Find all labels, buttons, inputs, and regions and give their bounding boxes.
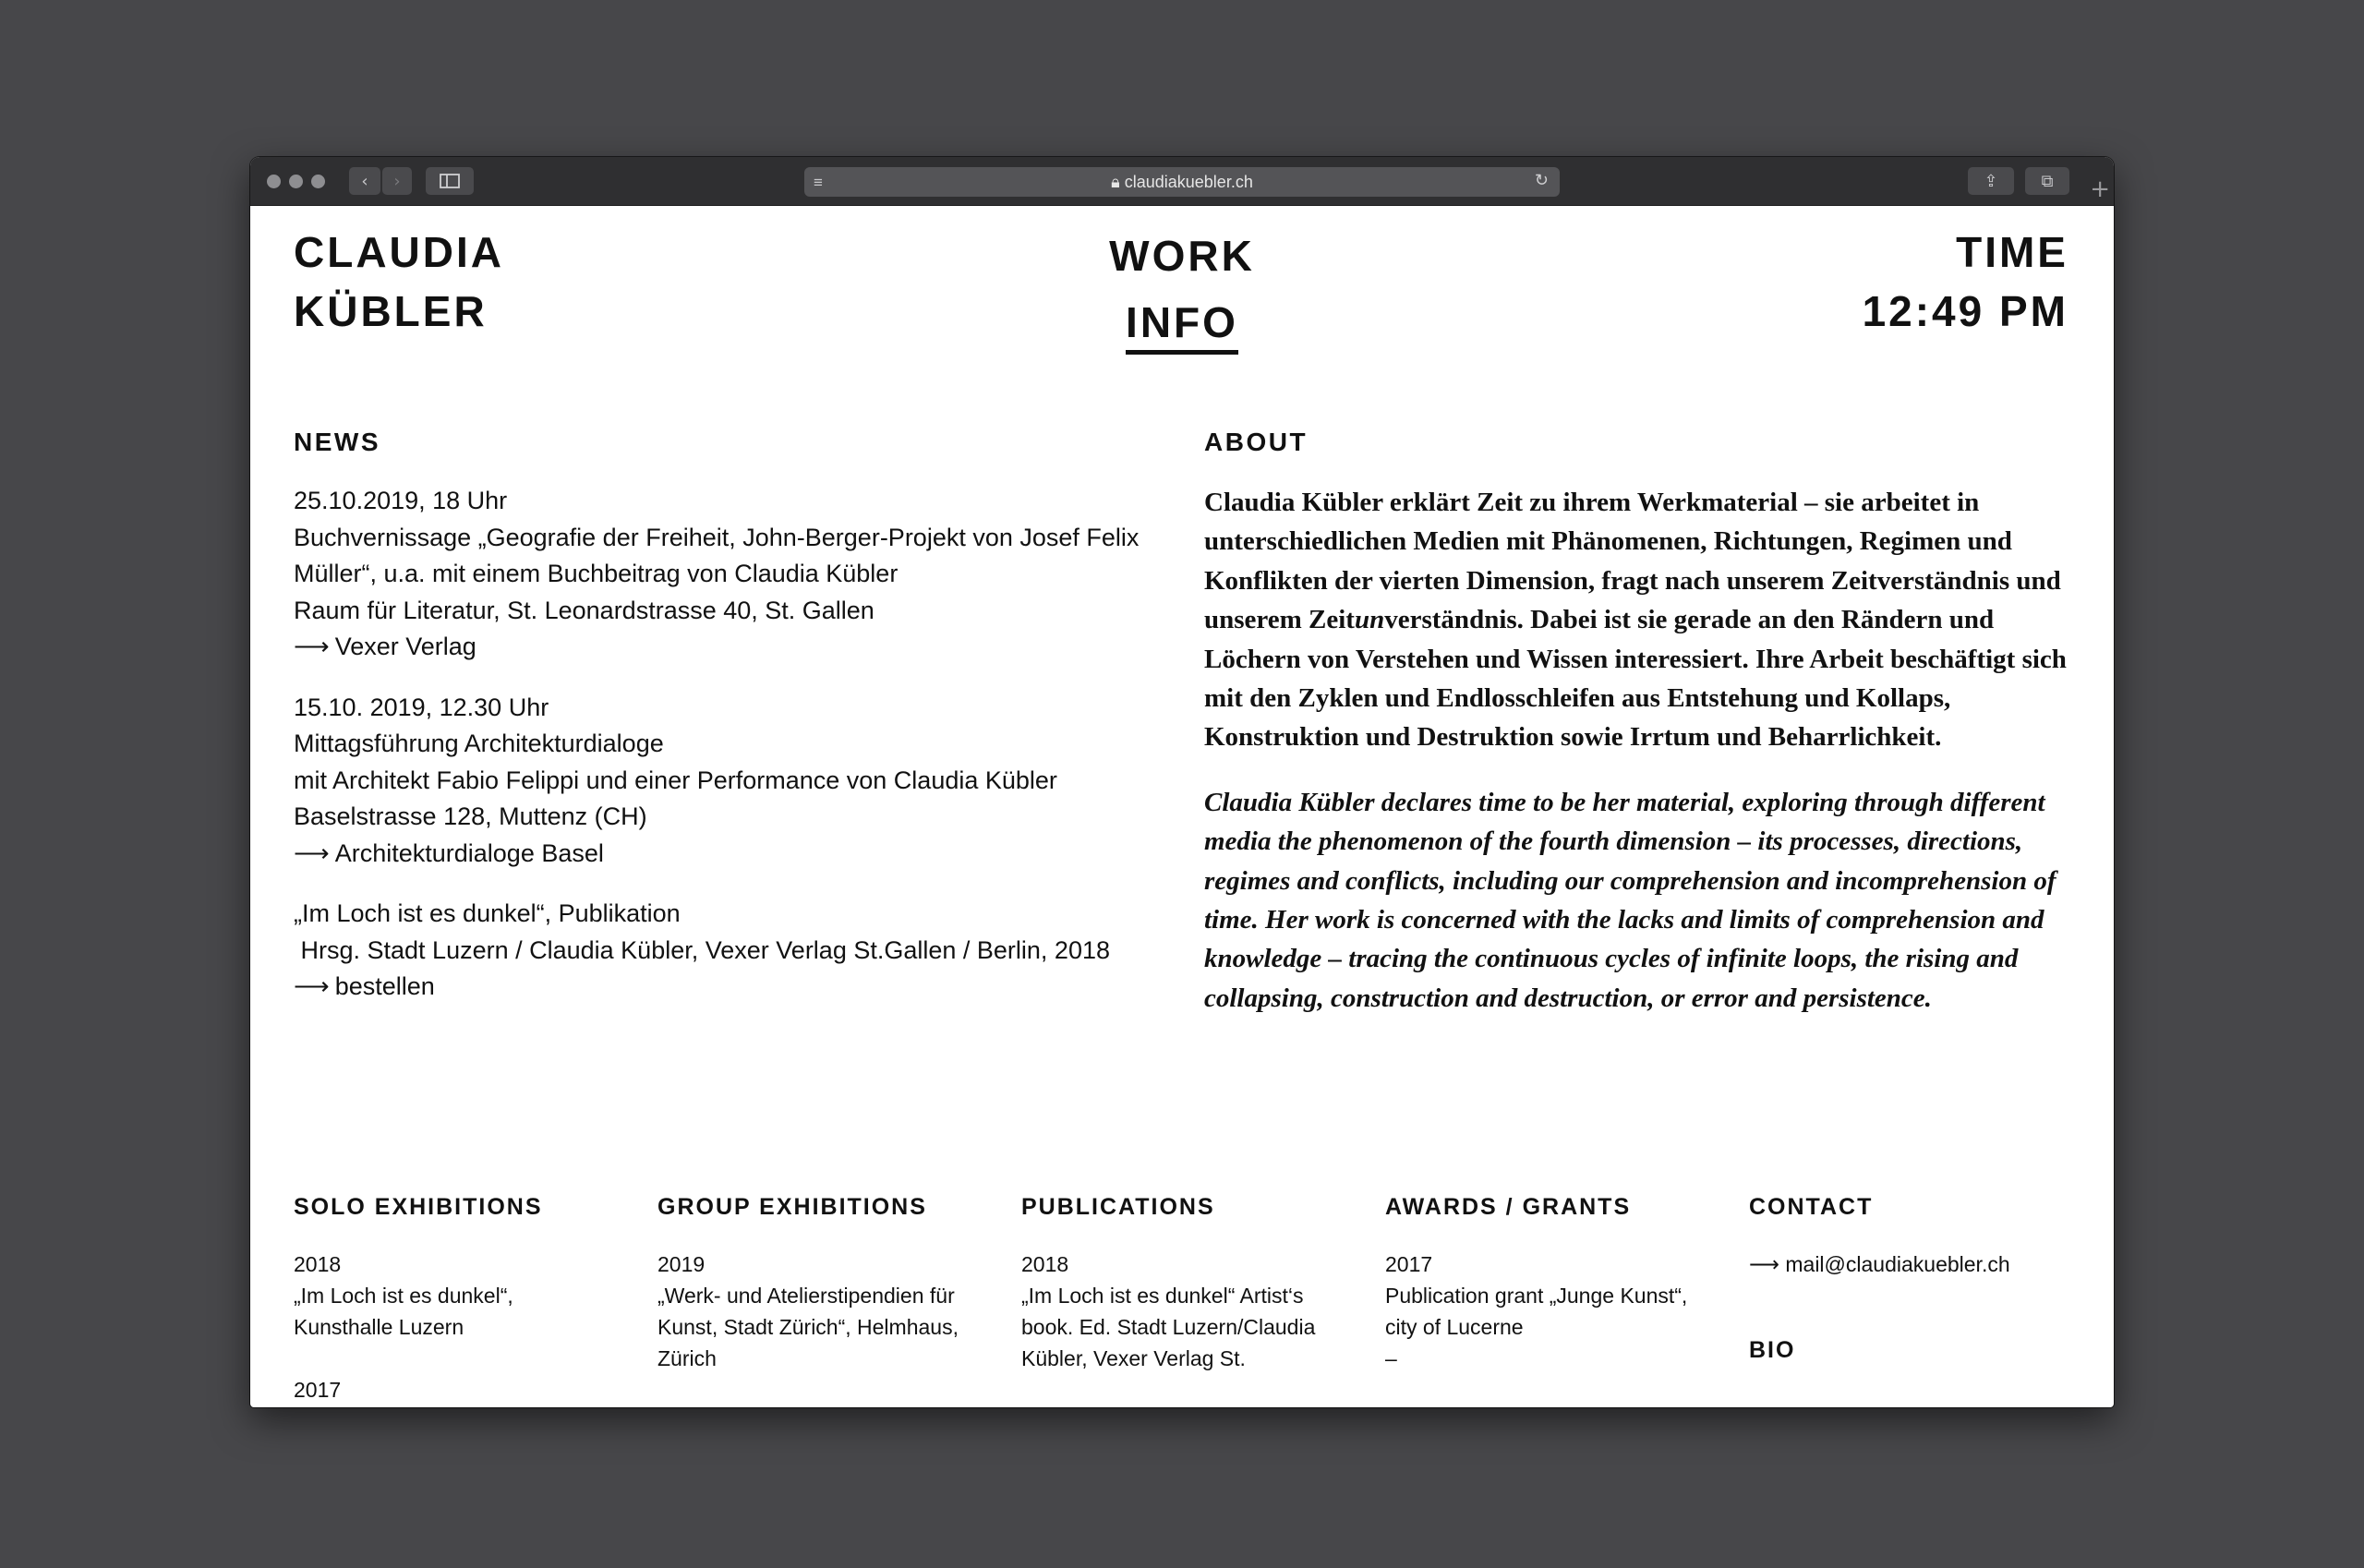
contact-title: CONTACT — [1749, 1194, 1874, 1220]
group-exhibitions-column — [657, 1194, 990, 1374]
time-label: TIME — [1956, 228, 2068, 276]
arrow-right-icon: ⟶ — [294, 633, 330, 660]
news-date: 15.10. 2019, 12.30 Uhr — [294, 693, 549, 721]
news-text: „Im Loch ist es dunkel“, Publikation — [294, 899, 681, 927]
back-button[interactable]: ‹ — [349, 167, 380, 195]
awards-title: AWARDS / GRANTS — [1385, 1194, 1632, 1220]
year: 2017 — [1385, 1252, 1433, 1276]
list-item — [657, 1248, 990, 1374]
about-section — [1204, 428, 2077, 1018]
arrow-right-icon: ⟶ — [294, 838, 330, 867]
news-text: Hrsg. Stadt Luzern / Claudia Kübler, Vexer Verlag St.Gallen / Berlin, 2018 — [294, 935, 1110, 964]
year: 2018 — [1021, 1252, 1069, 1276]
url-value: claudiakuebler.ch — [1124, 173, 1253, 191]
list-item — [1385, 1248, 1718, 1374]
separator: – — [1385, 1346, 1397, 1370]
footer-columns — [294, 1194, 2099, 1407]
logo-line-2: KÜBLER — [294, 287, 488, 335]
tabs-button[interactable]: ⧉ — [2025, 167, 2069, 195]
news-text: Buchvernissage „Geografie der Freiheit, John-Berger-Projekt von Josef Felix — [294, 523, 1140, 551]
year: 2017 — [294, 1378, 342, 1402]
new-tab-icon[interactable]: + — [2090, 175, 2110, 203]
news-link-label[interactable]: bestellen — [334, 972, 435, 1000]
about-de-part-1: Claudia Kübler erklärt Zeit zu ihrem Werkmaterial – sie arbeitet in unterschiedlichen Medien mit Phänomenen, Richtungen, Regimen und Konflikten der vierten Dimension, fragt nach unserem Zeitverständnis und unserem Zeit — [1204, 488, 2061, 635]
news-section — [294, 428, 1171, 1030]
news-text: Müller“, u.a. mit einem Buchbeitrag von Claudia Kübler — [294, 560, 899, 587]
email-label[interactable]: mail@claudiakuebler.ch — [1785, 1252, 2010, 1276]
awards-column — [1385, 1194, 1718, 1374]
email-link[interactable] — [1749, 1248, 2081, 1280]
entry-text: „Im Loch ist es dunkel“, — [294, 1284, 513, 1308]
contact-column — [1749, 1194, 2081, 1364]
news-item — [294, 483, 1171, 666]
about-de-emphasis: un — [1354, 605, 1385, 635]
news-text: Baselstrasse 128, Muttenz (CH) — [294, 802, 647, 830]
nav-info-link[interactable]: INFO — [1126, 298, 1238, 355]
entry-text: „Werk- und Atelierstipendien für — [657, 1284, 955, 1308]
news-date: 25.10.2019, 18 Uhr — [294, 487, 508, 514]
news-link-label[interactable]: Vexer Verlag — [334, 633, 476, 660]
close-window-icon[interactable] — [267, 175, 281, 188]
address-bar[interactable] — [804, 167, 1560, 197]
spacer — [294, 1343, 626, 1374]
news-title: NEWS — [294, 428, 380, 456]
entry-text: city of Lucerne — [1385, 1315, 1524, 1339]
time-value: 12:49 PM — [1862, 287, 2068, 335]
news-text: Mittagsführung Architekturdialoge — [294, 730, 664, 757]
lock-icon: 🔒︎ — [1111, 173, 1125, 191]
publications-title: PUBLICATIONS — [1021, 1194, 1215, 1220]
browser-toolbar — [250, 157, 2114, 206]
entry-text: Zürich — [657, 1346, 717, 1370]
news-link[interactable] — [294, 836, 1171, 873]
arrow-right-icon: ⟶ — [294, 972, 330, 1000]
solo-exhibitions-title: SOLO EXHIBITIONS — [294, 1194, 543, 1220]
main-nav — [250, 223, 2114, 356]
entry-text: „Im Loch ist es dunkel“ Artist‘s — [1021, 1284, 1304, 1308]
group-exhibitions-title: GROUP EXHIBITIONS — [657, 1194, 927, 1220]
share-button[interactable]: ⇪ — [1968, 167, 2014, 195]
solo-exhibitions-column — [294, 1194, 626, 1405]
about-title: ABOUT — [1204, 428, 1309, 456]
year: 2018 — [294, 1252, 342, 1276]
about-text-en: Claudia Kübler declares time to be her material, exploring through different media the phenomenon of the fourth dimension – its processes, directions, regimes and conflicts, including our comprehension and incomprehension of time. Her work is concerned with the lacks and limits of comprehension and knowledge – tracing the continuous cycles of infinite loops, the rising and collapsing, construction and destruction, or error and persistence. — [1204, 787, 2056, 1013]
sidebar-icon — [440, 174, 460, 188]
list-item — [294, 1248, 626, 1405]
entry-text: Kunsthalle Luzern — [294, 1315, 464, 1339]
news-text: mit Architekt Fabio Felippi und einer Performance von Claudia Kübler — [294, 766, 1057, 794]
about-de-part-2: verständnis. Dabei ist sie gerade an den Rändern und Löchern von Verstehen und Wissen interessiert. Ihre Arbeit beschäftigt sich mit den Zyklen und Endlosschleifen aus Entstehung und Kollaps, Konstruktion und Destruktion sowie Irrtum und Beharrlichkeit. — [1204, 605, 2067, 753]
logo-line-1: CLAUDIA — [294, 228, 504, 276]
entry-text: Publication grant „Junge Kunst“, — [1385, 1284, 1688, 1308]
arrow-right-icon: ⟶ — [1749, 1252, 1786, 1276]
minimize-window-icon[interactable] — [289, 175, 303, 188]
bio-title[interactable]: BIO — [1749, 1337, 1796, 1363]
entry-text: Kunst, Stadt Zürich“, Helmhaus, — [657, 1315, 959, 1339]
forward-button[interactable]: › — [382, 167, 412, 195]
reader-icon[interactable]: ≡ — [814, 174, 823, 191]
entry-text: Kübler, Vexer Verlag St. — [1021, 1346, 1246, 1370]
list-item — [1021, 1248, 1354, 1374]
page-content — [250, 206, 2114, 1407]
sidebar-toggle-button[interactable] — [426, 167, 474, 195]
news-text: Raum für Literatur, St. Leonardstrasse 40, St. Gallen — [294, 596, 874, 624]
browser-window — [250, 157, 2114, 1407]
news-link-label[interactable]: Architekturdialoge Basel — [334, 838, 604, 867]
news-link[interactable] — [294, 969, 1171, 1006]
year: 2019 — [657, 1252, 706, 1276]
news-item — [294, 690, 1171, 873]
clock — [1863, 223, 2068, 341]
about-text-de — [1204, 483, 2077, 757]
entry-text: book. Ed. Stadt Luzern/Claudia — [1021, 1315, 1316, 1339]
url-text[interactable] — [804, 173, 1560, 192]
zoom-window-icon[interactable] — [311, 175, 325, 188]
reload-icon[interactable]: ↻ — [1534, 171, 1549, 189]
nav-work-link[interactable]: WORK — [1109, 232, 1255, 280]
news-link[interactable] — [294, 629, 1171, 666]
news-item — [294, 896, 1171, 1006]
publications-column — [1021, 1194, 1354, 1374]
